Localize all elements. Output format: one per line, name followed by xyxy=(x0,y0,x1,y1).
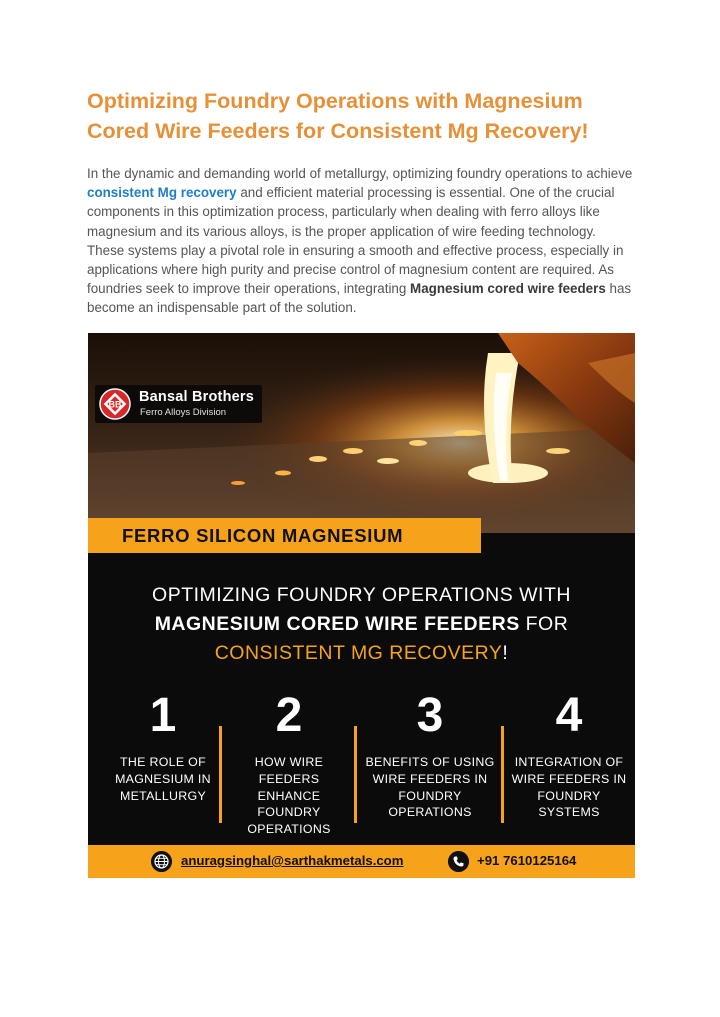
ribbon-label: FERRO SILICON MAGNESIUM xyxy=(122,525,404,546)
step-number: 2 xyxy=(275,689,303,742)
email-link[interactable]: anuragsinghal@sarthakmetals.com xyxy=(181,853,404,868)
step-number: 3 xyxy=(416,689,444,742)
step-label: HOW WIRE FEEDERS ENHANCE FOUNDRY OPERATIONS xyxy=(247,755,331,837)
infographic-banner xyxy=(88,333,635,878)
headline-end: ! xyxy=(502,642,509,664)
page-title: Optimizing Foundry Operations with Magnesium Cored Wire Feeders for Consistent Mg Recovery! xyxy=(87,89,589,143)
step-3 xyxy=(362,688,498,821)
headline-bold: MAGNESIUM CORED WIRE FEEDERS xyxy=(154,613,520,635)
step-divider xyxy=(219,726,222,823)
bansal-brothers-logo xyxy=(99,388,131,420)
intro-text: In the dynamic and demanding world of metallurgy, optimizing foundry operations to achieve xyxy=(87,166,633,181)
step-label: THE ROLE OF MAGNESIUM IN METALLURGY xyxy=(115,755,211,803)
step-number: 1 xyxy=(149,689,177,742)
contact-footer xyxy=(88,845,635,878)
step-number: 4 xyxy=(555,689,583,742)
headline-rest: FOR xyxy=(519,613,569,635)
logo-lettering: BB xyxy=(108,399,122,410)
headline-highlight: CONSISTENT MG RECOVERY xyxy=(214,642,503,664)
intro-paragraph xyxy=(87,164,635,318)
step-label: BENEFITS OF USING WIRE FEEDERS IN FOUNDRY OPERATIONS xyxy=(365,755,495,820)
step-divider xyxy=(501,726,504,823)
headline-line-3 xyxy=(88,639,635,668)
molten-metal-photo xyxy=(88,333,635,533)
intro-bold-text: Magnesium cored wire feeders xyxy=(410,281,606,297)
intro-text: and efficient material processing is essential. One of the crucial components in this optimization process, particularly when dealing with ferro alloys like magnesium and its various alloys, is the proper application of wire feeding technology. These systems play a pivotal role in ensuring a smooth and effective process, especially in applications where high purity and precise control of magnesium content are required. As foundries seek to improve their operations, integrating xyxy=(87,185,624,297)
brand-badge xyxy=(95,385,262,423)
step-4 xyxy=(508,688,630,821)
consistent-mg-recovery-link[interactable]: consistent Mg recovery xyxy=(87,185,237,201)
headline-line-1: OPTIMIZING FOUNDRY OPERATIONS WITH xyxy=(152,584,571,606)
phone-icon xyxy=(448,851,469,872)
product-ribbon xyxy=(88,518,481,553)
step-divider xyxy=(354,726,357,823)
intro-text: has become an indispensable part of the solution. xyxy=(87,281,632,316)
headline-line-2 xyxy=(88,610,635,639)
step-1 xyxy=(102,688,224,804)
step-label: INTEGRATION OF WIRE FEEDERS IN FOUNDRY SYSTEMS xyxy=(511,755,627,820)
brand-division: Ferro Alloys Division xyxy=(140,407,227,418)
banner-headline xyxy=(88,581,635,668)
phone-number[interactable]: +91 7610125164 xyxy=(477,853,577,868)
globe-icon xyxy=(151,851,172,872)
brand-name: Bansal Brothers xyxy=(139,389,255,405)
step-2 xyxy=(226,688,352,838)
